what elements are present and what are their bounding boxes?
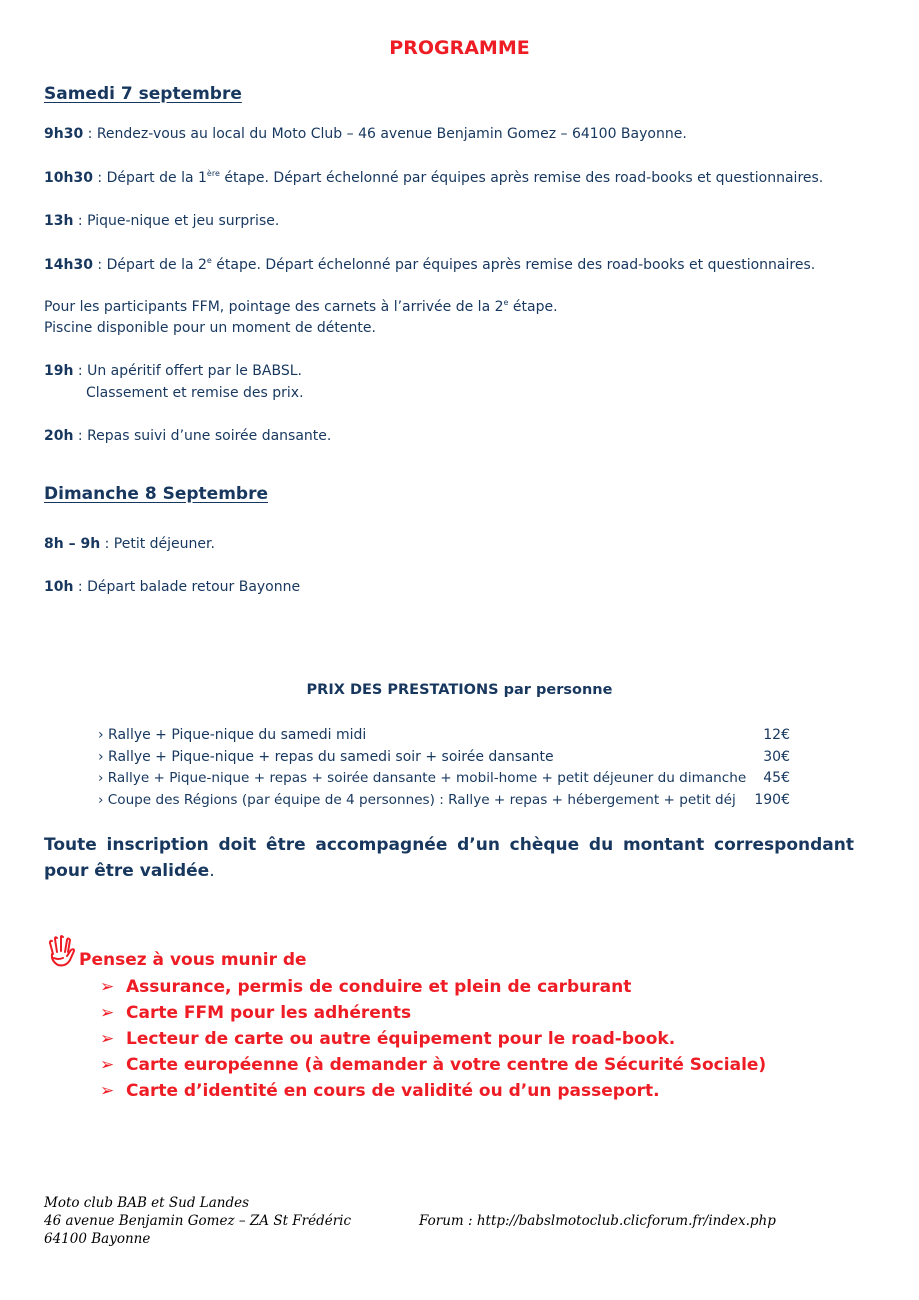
bring-item — [100, 1003, 411, 1023]
price-label: › Rallye + Pique-nique du samedi midi — [98, 727, 367, 743]
price-amount: 12€ — [763, 727, 790, 743]
time: 8h – 9h — [44, 536, 101, 552]
schedule-item-8h — [44, 536, 215, 552]
ffm-note — [44, 299, 558, 315]
price-amount: 30€ — [763, 749, 790, 765]
arrow-bullet-icon: ➢ — [100, 977, 115, 997]
footer-city: 64100 Bayonne — [44, 1231, 151, 1247]
price-amount: 190€ — [754, 792, 790, 808]
schedule-item-10h — [44, 579, 300, 595]
description: Repas suivi d’une soirée dansante. — [87, 428, 332, 444]
description: Départ de la 2 — [106, 257, 207, 273]
bring-item — [100, 1055, 766, 1075]
description: Rendez-vous au local du Moto Club – 46 avenue Benjamin Gomez – 64100 Bayonne. — [96, 126, 687, 142]
arrow-bullet-icon: ➢ — [100, 1003, 115, 1023]
bring-item — [100, 1029, 675, 1049]
footer-street: 46 avenue Benjamin Gomez – ZA St Frédéric — [44, 1213, 352, 1229]
registration-notice-end: . — [209, 861, 215, 881]
footer-club: Moto club BAB et Sud Landes — [44, 1195, 250, 1211]
time: 10h — [44, 579, 74, 595]
separator: : — [73, 213, 88, 229]
time: 19h — [44, 363, 74, 379]
bring-heading: Pensez à vous munir de — [79, 950, 307, 970]
registration-notice-text: Toute inscription doit être accompagnée d’un chèque du montant correspondant pour être validée — [44, 835, 854, 881]
hand-icon — [46, 934, 76, 968]
description-rest: étape. Départ échelonné par équipes après remise des road-books et questionnaires. — [211, 257, 816, 273]
bring-item — [100, 977, 631, 997]
schedule-item-1430 — [44, 257, 815, 273]
description: Départ balade retour Bayonne — [87, 579, 301, 595]
schedule-item-0930 — [44, 126, 687, 142]
bring-item-text: Lecteur de carte ou autre équipement pour le road-book. — [126, 1029, 676, 1049]
description-rest: étape. Départ échelonné par équipes après remise des road-books et questionnaires. — [219, 170, 824, 186]
price-amount: 45€ — [763, 770, 790, 786]
description: Pique-nique et jeu surprise. — [87, 213, 280, 229]
registration-notice — [44, 832, 854, 884]
piscine-note: Piscine disponible pour un moment de détente. — [44, 320, 376, 336]
bring-item — [100, 1081, 660, 1101]
time: 13h — [44, 213, 74, 229]
separator: : — [92, 170, 107, 186]
arrow-bullet-icon: ➢ — [100, 1029, 115, 1049]
ffm-note-rest: étape. — [508, 299, 558, 315]
ffm-note-text: Pour les participants FFM, pointage des carnets à l’arrivée de la 2 — [44, 299, 504, 315]
footer-address — [44, 1194, 351, 1248]
time: 20h — [44, 428, 74, 444]
price-label: › Coupe des Régions (par équipe de 4 personnes) : Rallye + repas + hébergement + petit déj — [98, 792, 736, 808]
separator: : — [83, 126, 97, 142]
bring-item-text: Assurance, permis de conduire et plein de carburant — [126, 977, 632, 997]
arrow-bullet-icon: ➢ — [100, 1081, 115, 1101]
sunday-heading: Dimanche 8 Septembre — [44, 484, 268, 504]
bring-item-text: Carte FFM pour les adhérents — [126, 1003, 412, 1023]
ordinal-suffix: e — [503, 298, 509, 307]
footer-forum-link[interactable]: Forum : http://babslmotoclub.clicforum.fr/index.php — [419, 1213, 776, 1229]
prices-heading: PRIX DES PRESTATIONS par personne — [306, 682, 613, 698]
price-label: › Rallye + Pique-nique + repas du samedi soir + soirée dansante — [98, 749, 554, 765]
description: Petit déjeuner. — [113, 536, 215, 552]
description: Un apéritif offert par le BABSL. — [87, 363, 302, 379]
separator: : — [73, 428, 88, 444]
schedule-item-19h — [44, 363, 302, 379]
separator: : — [73, 579, 88, 595]
time: 10h30 — [44, 170, 93, 186]
schedule-item-20h — [44, 428, 331, 444]
description: Départ de la 1 — [106, 170, 207, 186]
schedule-item-19h-continued: Classement et remise des prix. — [86, 385, 304, 401]
page-title: PROGRAMME — [389, 37, 530, 59]
ordinal-suffix: e — [206, 256, 212, 265]
separator: : — [100, 536, 114, 552]
arrow-bullet-icon: ➢ — [100, 1055, 115, 1075]
time: 9h30 — [44, 126, 84, 142]
saturday-heading: Samedi 7 septembre — [44, 84, 242, 104]
separator: : — [73, 363, 88, 379]
time: 14h30 — [44, 257, 93, 273]
bring-item-text: Carte d’identité en cours de validité ou d’un passeport. — [126, 1081, 660, 1101]
separator: : — [92, 257, 107, 273]
schedule-item-1030 — [44, 170, 823, 186]
price-label: › Rallye + Pique-nique + repas + soirée dansante + mobil-home + petit déjeuner du dimanche — [98, 770, 747, 786]
bring-item-text: Carte européenne (à demander à votre centre de Sécurité Sociale) — [126, 1055, 767, 1075]
schedule-item-13h — [44, 213, 279, 229]
ordinal-suffix: ère — [206, 169, 220, 178]
